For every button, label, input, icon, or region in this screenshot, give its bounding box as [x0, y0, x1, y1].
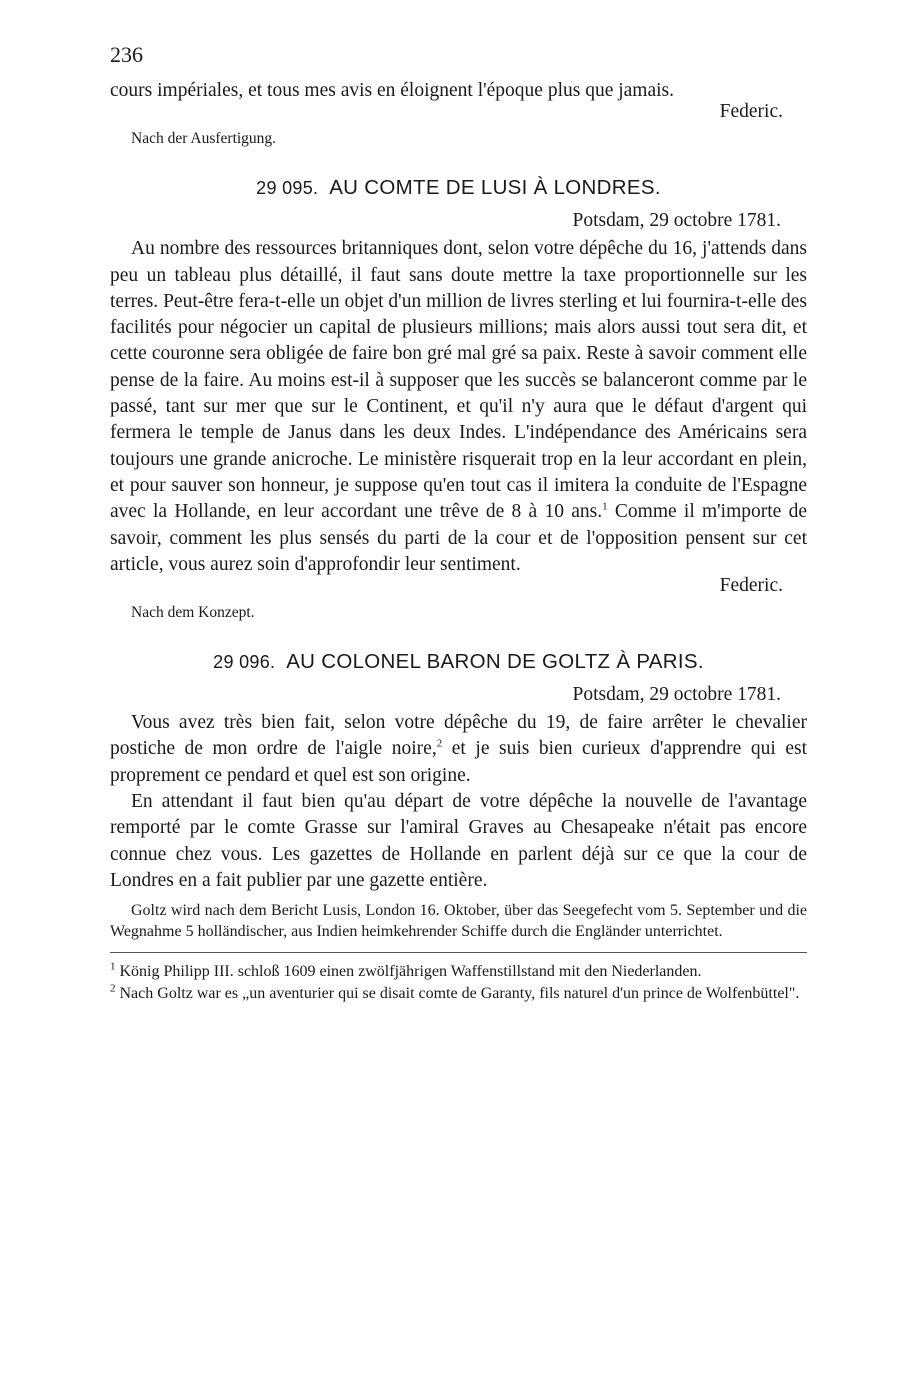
- document-page: [110, 40, 807, 1005]
- continuation-text: cours impériales, et tous mes avis en éloignent l'époque plus que jamais.: [110, 80, 675, 101]
- footnote-1: [110, 961, 807, 983]
- continuation-source-note: Nach der Ausfertigung.: [131, 130, 277, 148]
- letter-1-signature: Federic.: [719, 575, 783, 597]
- page-number: 236: [110, 42, 143, 67]
- letter-2-paragraph-1-part-b: et je suis bien curieux d'apprendre qui est proprement ce pendard et quel est son origine.: [110, 738, 807, 786]
- footnote-2: [110, 983, 807, 1005]
- letter-2-title: AU COLONEL BARON DE GOLTZ À PARIS.: [286, 650, 704, 674]
- footnote-2-marker: 2: [110, 982, 116, 995]
- footnote-ref-1: 1: [602, 500, 608, 513]
- letter-2-paragraph-2: En attendant il faut bien qu'au départ de votre dépêche la nouvelle de l'avantage remporté par le comte Grasse sur l'amiral Graves au Chesapeake n'était pas encore connue chez vous. Les gazettes de Hollande en parlent déjà sur ce que la cour de Londres en a fait publier par une gazette entière.: [110, 791, 807, 891]
- letter-2-heading: [110, 648, 807, 676]
- continuation-signature: Federic.: [719, 101, 783, 123]
- footnote-1-marker: 1: [110, 960, 116, 973]
- letter-2-dateline: Potsdam, 29 octobre 1781.: [572, 684, 781, 706]
- footnote-ref-2: 2: [436, 737, 443, 750]
- footnote-1-text: König Philipp III. schloß 1609 einen zwölfjährigen Waffenstillstand mit den Niederlanden.: [119, 963, 702, 981]
- letter-2-number: 29 096.: [213, 652, 276, 673]
- letter-1-dateline: Potsdam, 29 octobre 1781.: [572, 210, 781, 232]
- letter-2-paragraph-1: [110, 710, 807, 789]
- letter-1-body-part-b: Comme il m'importe de savoir, comment les plus sensés du parti de la cour et de l'opposition pensent sur cet article, vous aurez soin d'approfondir leur sentiment.: [110, 501, 807, 575]
- letter-1-heading: [110, 174, 807, 202]
- letter-1-number: 29 095.: [256, 178, 319, 199]
- letter-2-editorial-note: Goltz wird nach dem Bericht Lusis, London 16. Oktober, über das Seegefecht vom 5. September und die Wegnahme 5 holländischer, aus Indien heimkehrender Schiffe durch die Engländer unterrichtet.: [110, 902, 807, 941]
- letter-2-paragraph-1-part-a: Vous avez très bien fait, selon votre dépêche du 19, de faire arrêter le chevalier postiche de mon ordre de l'aigle noire,: [110, 712, 807, 760]
- footnote-divider: [110, 952, 807, 953]
- letter-1-title: AU COMTE DE LUSI À LONDRES.: [329, 176, 661, 200]
- letter-1-source-note: Nach dem Konzept.: [131, 604, 255, 622]
- footnote-2-text: Nach Goltz war es „un aventurier qui se disait comte de Garanty, fils naturel d'un prince de Wolfenbüttel".: [119, 985, 800, 1003]
- letter-1-body: [110, 236, 807, 578]
- letter-1-body-part-a: Au nombre des ressources britanniques dont, selon votre dépêche du 16, j'attends dans peu un tableau plus détaillé, il faut sans doute mettre la taxe proportionnelle sur les terres. Peut-être fera-t-elle un objet d'un million de livres sterling et lui fournira-t-elle des facilités pour négocier un capital de plusieurs millions; mais alors aussi tout sera dit, et cette couronne sera obligée de faire bon gré mal gré sa paix. Reste à savoir comment elle pense de la faire. Au moins est-il à supposer que les succès se balanceront comme par le passé, tant sur mer que sur le Continent, et qu'il n'y aura que le défaut d'argent qui fermera le temple de Janus dans les deux Indes. L'indépendance des Américains sera toujours une grande anicroche. Le ministère risquerait trop en la leur accordant en plein, et pour sauver son honneur, je suppose qu'en tout cas il imitera la conduite de l'Espagne avec la Hollande, en leur accordant une trêve de 8 à 10 ans.: [110, 238, 807, 523]
